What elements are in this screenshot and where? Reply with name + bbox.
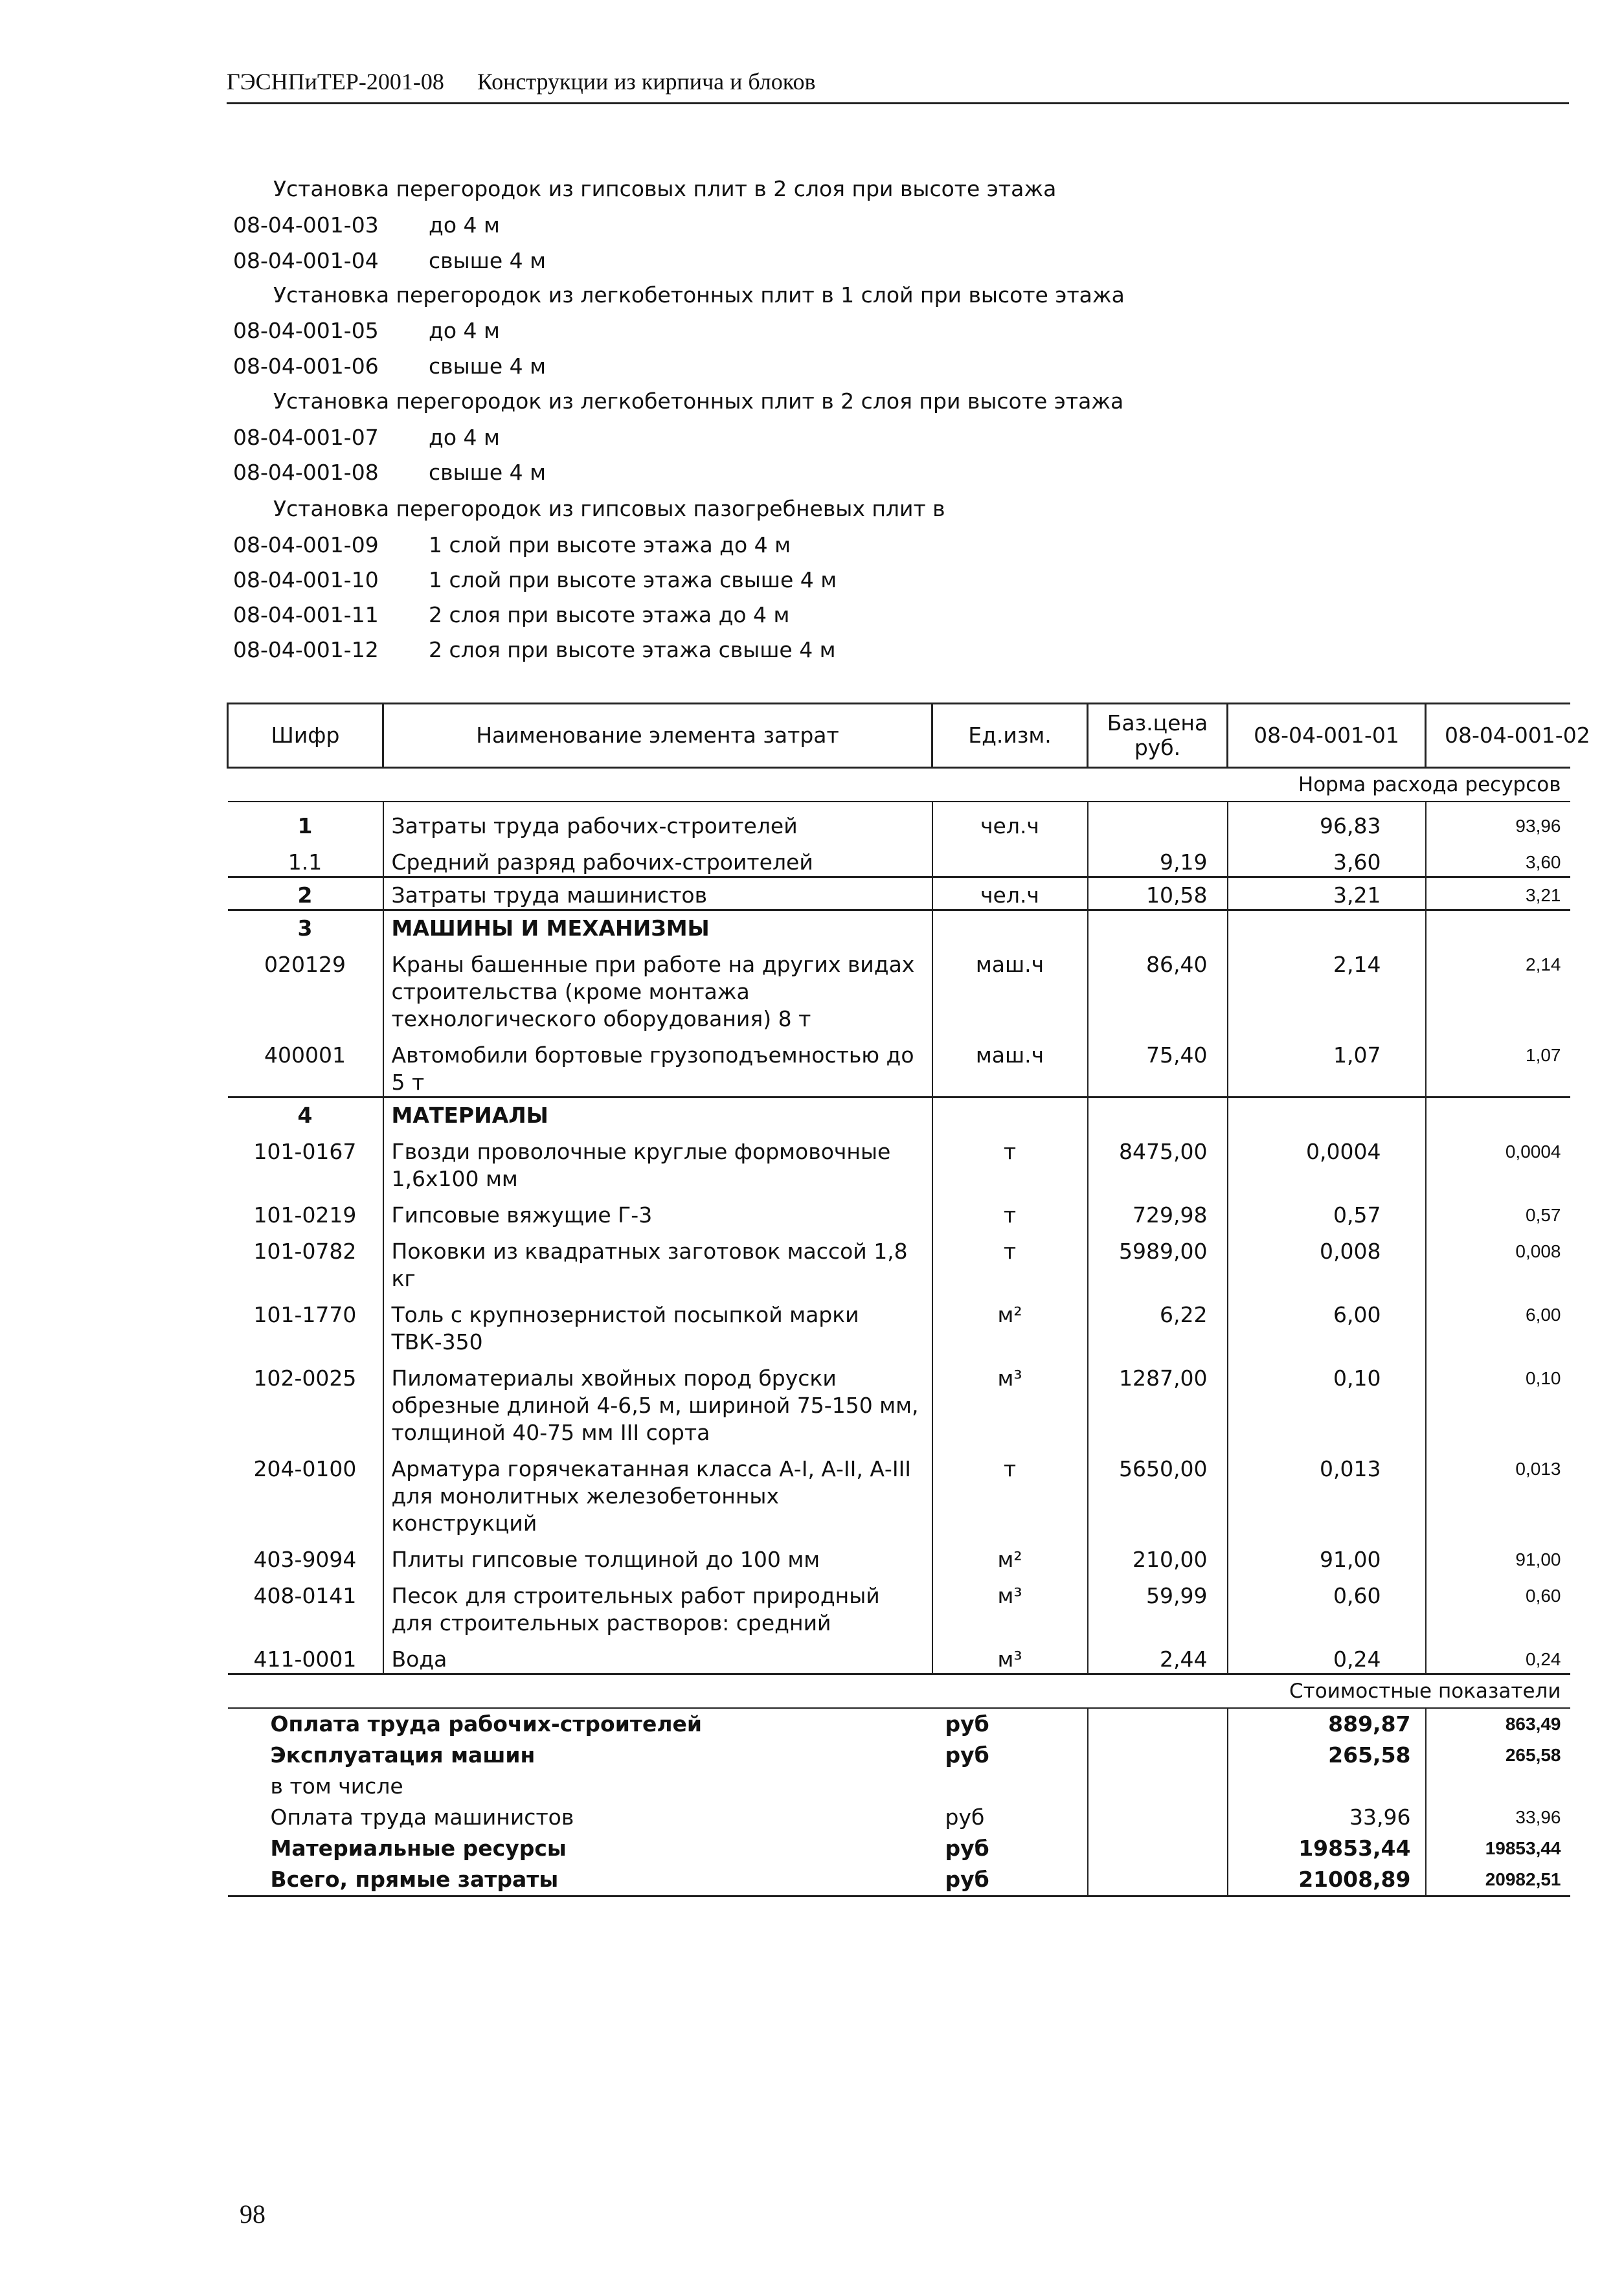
col-header-col1: 08-04-001-01 <box>1228 704 1426 768</box>
cost-value-1: 889,87 <box>1228 1708 1426 1740</box>
table-row <box>228 877 1570 910</box>
row-value-2: 91,00 <box>1515 1549 1561 1569</box>
intro-text: 2 слоя при высоте этажа до 4 м <box>429 602 790 627</box>
cost-value-1: 33,96 <box>1228 1802 1426 1833</box>
row-code: 101-0782 <box>228 1229 383 1292</box>
row-value-1: 0,013 <box>1228 1446 1426 1537</box>
row-value-2: 0,57 <box>1526 1205 1561 1225</box>
row-code: 408-0141 <box>228 1573 383 1637</box>
row-name: Плиты гипсовые толщиной до 100 мм <box>383 1537 932 1573</box>
row-name: Гвозди проволочные круглые формовочные 1,6х100 мм <box>383 1129 932 1193</box>
row-price: 86,40 <box>1088 942 1228 1033</box>
cost-unit: руб <box>932 1802 1088 1833</box>
cost-value-1: 21008,89 <box>1228 1864 1426 1896</box>
cost-row <box>228 1833 1570 1864</box>
cost-value-2: 20982,51 <box>1426 1864 1570 1896</box>
cost-unit: руб <box>932 1833 1088 1864</box>
row-value-2: 6,00 <box>1526 1305 1561 1325</box>
table-row <box>228 840 1570 877</box>
row-value-2: 0,008 <box>1515 1241 1561 1261</box>
row-name: Вода <box>383 1637 932 1674</box>
row-value-1: 2,14 <box>1228 942 1426 1033</box>
row-price: 5989,00 <box>1088 1229 1228 1292</box>
row-unit: м³ <box>932 1573 1088 1637</box>
norm-caption: Норма расхода ресурсов <box>228 768 1570 802</box>
col-header-shifr: Шифр <box>228 704 383 768</box>
col-header-unit: Ед.изм. <box>932 704 1088 768</box>
cost-label: в том числе <box>270 1773 403 1799</box>
intro-code: 08-04-001-08 <box>233 460 379 485</box>
resource-norms-table <box>227 703 1590 1897</box>
row-price: 10,58 <box>1088 877 1228 910</box>
row-code: 411-0001 <box>228 1637 383 1674</box>
intro-code: 08-04-001-11 <box>233 602 379 627</box>
table-row <box>228 1446 1570 1537</box>
page-number: 98 <box>240 2199 265 2229</box>
cost-row <box>228 1802 1570 1833</box>
intro-text: до 4 м <box>429 212 500 238</box>
row-code: 400001 <box>228 1033 383 1097</box>
row-name: Гипсовые вяжущие Г-3 <box>383 1193 932 1229</box>
row-unit: маш.ч <box>932 1033 1088 1097</box>
row-value-2: 0,0004 <box>1505 1142 1561 1162</box>
running-header <box>227 68 815 95</box>
intro-code: 08-04-001-10 <box>233 567 379 592</box>
intro-text: до 4 м <box>429 318 500 343</box>
row-unit: т <box>932 1193 1088 1229</box>
table-row <box>228 1229 1570 1292</box>
intro-heading-1: Установка перегородок из гипсовых плит в 2 слоя при высоте этажа <box>273 176 1057 201</box>
cost-value-2: 265,58 <box>1505 1745 1561 1765</box>
intro-text: 1 слой при высоте этажа до 4 м <box>429 532 791 557</box>
cost-row <box>228 1740 1570 1771</box>
row-value-2: 0,60 <box>1526 1586 1561 1606</box>
intro-text: до 4 м <box>429 425 500 450</box>
row-value-1: 0,60 <box>1228 1573 1426 1637</box>
intro-code: 08-04-001-04 <box>233 248 379 273</box>
row-value-2: 0,10 <box>1526 1368 1561 1388</box>
col-header-col2-text: 08-04-001-02 <box>1445 723 1590 748</box>
section-row <box>228 1097 1570 1130</box>
cost-unit: руб <box>932 1740 1088 1771</box>
row-value-2: 93,96 <box>1515 816 1561 836</box>
row-unit: чел.ч <box>932 802 1088 840</box>
cost-label: Всего, прямые затраты <box>228 1864 932 1896</box>
header-rule <box>227 102 1569 104</box>
row-name: Затраты труда машинистов <box>383 877 932 910</box>
cost-row <box>228 1864 1570 1896</box>
row-code: 1 <box>228 802 383 840</box>
intro-text: свыше 4 м <box>429 248 547 273</box>
row-name: Пиломатериалы хвойных пород бруски обрезные длиной 4-6,5 м, шириной 75-150 мм, толщиной 40-75 мм III сорта <box>383 1356 932 1446</box>
cost-value-2: 33,96 <box>1515 1807 1561 1827</box>
row-value-2: 1,07 <box>1526 1045 1561 1065</box>
intro-text: 1 слой при высоте этажа свыше 4 м <box>429 567 837 592</box>
row-value-2: 0,013 <box>1515 1459 1561 1479</box>
row-unit: м² <box>932 1292 1088 1356</box>
cost-row <box>228 1771 1570 1802</box>
table-row <box>228 1573 1570 1637</box>
row-code: 101-1770 <box>228 1292 383 1356</box>
row-value-2: 3,21 <box>1426 877 1570 910</box>
row-code: 020129 <box>228 942 383 1033</box>
row-price <box>1088 802 1228 840</box>
row-unit: м² <box>932 1537 1088 1573</box>
row-unit: т <box>932 1129 1088 1193</box>
row-unit: м³ <box>932 1637 1088 1674</box>
row-code: 101-0219 <box>228 1193 383 1229</box>
row-name: Песок для строительных работ природный для строительных растворов: средний <box>383 1573 932 1637</box>
col-header-price-line2: руб. <box>1134 735 1181 760</box>
row-name: Поковки из квадратных заготовок массой 1,8 кг <box>383 1229 932 1292</box>
table-header-row <box>228 704 1570 768</box>
row-value-1: 3,21 <box>1228 877 1426 910</box>
row-price: 1287,00 <box>1088 1356 1228 1446</box>
document-code: ГЭСНПиТЕР-2001-08 <box>227 69 444 95</box>
row-price: 9,19 <box>1088 840 1228 877</box>
intro-heading-4: Установка перегородок из гипсовых пазогребневых плит в <box>273 496 945 521</box>
row-price: 59,99 <box>1088 1573 1228 1637</box>
row-unit: чел.ч <box>932 877 1088 910</box>
section-code: 3 <box>228 910 383 943</box>
table-row <box>228 1292 1570 1356</box>
row-value-2: 2,14 <box>1526 954 1561 974</box>
row-value-1: 0,008 <box>1228 1229 1426 1292</box>
row-name: Толь с крупнозернистой посыпкой марки ТВК-350 <box>383 1292 932 1356</box>
row-unit: м³ <box>932 1356 1088 1446</box>
intro-code: 08-04-001-06 <box>233 354 379 379</box>
intro-code: 08-04-001-03 <box>233 212 379 238</box>
row-value-2: 0,24 <box>1526 1649 1561 1669</box>
cost-label: Материальные ресурсы <box>270 1836 567 1861</box>
norm-caption-row <box>228 768 1570 802</box>
table-row <box>228 1129 1570 1193</box>
cost-label: Оплата труда рабочих-строителей <box>270 1711 702 1737</box>
cost-label: Оплата труда машинистов <box>270 1805 574 1830</box>
row-code: 102-0025 <box>228 1356 383 1446</box>
row-name: Краны башенные при работе на других видах строительства (кроме монтажа технологического оборудования) 8 т <box>383 942 932 1033</box>
table-row <box>228 1033 1570 1097</box>
intro-code: 08-04-001-12 <box>233 637 379 662</box>
intro-text: свыше 4 м <box>429 460 547 485</box>
cost-value-2: 19853,44 <box>1485 1838 1561 1858</box>
intro-code: 08-04-001-07 <box>233 425 379 450</box>
row-price: 2,44 <box>1088 1637 1228 1674</box>
row-value-1: 0,0004 <box>1228 1129 1426 1193</box>
row-value-2: 3,60 <box>1526 852 1561 872</box>
cost-value-1: 265,58 <box>1228 1740 1426 1771</box>
row-code: 1.1 <box>228 840 383 877</box>
row-name: Затраты труда рабочих-строителей <box>383 802 932 840</box>
table-row <box>228 802 1570 840</box>
row-code: 204-0100 <box>228 1446 383 1537</box>
section-row <box>228 910 1570 943</box>
row-value-1: 0,24 <box>1228 1637 1426 1674</box>
row-unit: маш.ч <box>932 942 1088 1033</box>
row-value-1: 0,57 <box>1228 1193 1426 1229</box>
row-value-1: 1,07 <box>1228 1033 1426 1097</box>
cost-row <box>228 1708 1570 1740</box>
table-row <box>228 1193 1570 1229</box>
cost-caption-row <box>228 1674 1570 1709</box>
row-price: 210,00 <box>1088 1537 1228 1573</box>
cost-value-1: 19853,44 <box>1228 1833 1426 1864</box>
row-code: 2 <box>228 877 383 910</box>
table-row <box>228 1356 1570 1446</box>
cost-label: Эксплуатация машин <box>270 1742 536 1768</box>
section-title: МАТЕРИАЛЫ <box>383 1097 932 1130</box>
row-unit: т <box>932 1229 1088 1292</box>
col-header-name: Наименование элемента затрат <box>383 704 932 768</box>
row-value-1: 0,10 <box>1228 1356 1426 1446</box>
col-header-col2 <box>1426 704 1590 768</box>
row-price: 8475,00 <box>1088 1129 1228 1193</box>
row-unit: т <box>932 1446 1088 1537</box>
row-code: 101-0167 <box>228 1129 383 1193</box>
row-name: Арматура горячекатанная класса А-I, А-II, А-III для монолитных железобетонных конструкций <box>383 1446 932 1537</box>
section-title: МАШИНЫ И МЕХАНИЗМЫ <box>383 910 932 943</box>
document-title: Конструкции из кирпича и блоков <box>477 69 816 95</box>
row-price: 5650,00 <box>1088 1446 1228 1537</box>
row-value-1: 96,83 <box>1228 802 1426 840</box>
intro-code: 08-04-001-09 <box>233 532 379 557</box>
table-row <box>228 1637 1570 1674</box>
intro-code: 08-04-001-05 <box>233 318 379 343</box>
cost-value-2: 863,49 <box>1505 1714 1561 1734</box>
col-header-price <box>1088 704 1228 768</box>
intro-heading-3: Установка перегородок из легкобетонных плит в 2 слоя при высоте этажа <box>273 388 1124 414</box>
intro-text: 2 слоя при высоте этажа свыше 4 м <box>429 637 836 662</box>
section-code: 4 <box>228 1097 383 1130</box>
cost-caption: Стоимостные показатели <box>228 1674 1570 1709</box>
row-unit <box>932 840 1088 877</box>
row-value-1: 6,00 <box>1228 1292 1426 1356</box>
intro-text: свыше 4 м <box>429 354 547 379</box>
row-name: Автомобили бортовые грузоподъемностью до 5 т <box>383 1033 932 1097</box>
row-price: 729,98 <box>1088 1193 1228 1229</box>
table-row <box>228 1537 1570 1573</box>
row-value-1: 91,00 <box>1228 1537 1426 1573</box>
row-price: 6,22 <box>1088 1292 1228 1356</box>
row-name: Средний разряд рабочих-строителей <box>383 840 932 877</box>
row-code: 403-9094 <box>228 1537 383 1573</box>
col-header-price-line1: Баз.цена <box>1107 710 1208 736</box>
table-row <box>228 942 1570 1033</box>
cost-unit: руб <box>932 1864 1088 1896</box>
row-price: 75,40 <box>1088 1033 1228 1097</box>
cost-unit: руб <box>932 1708 1088 1740</box>
row-value-1: 3,60 <box>1228 840 1426 877</box>
intro-heading-2: Установка перегородок из легкобетонных плит в 1 слой при высоте этажа <box>273 282 1125 308</box>
